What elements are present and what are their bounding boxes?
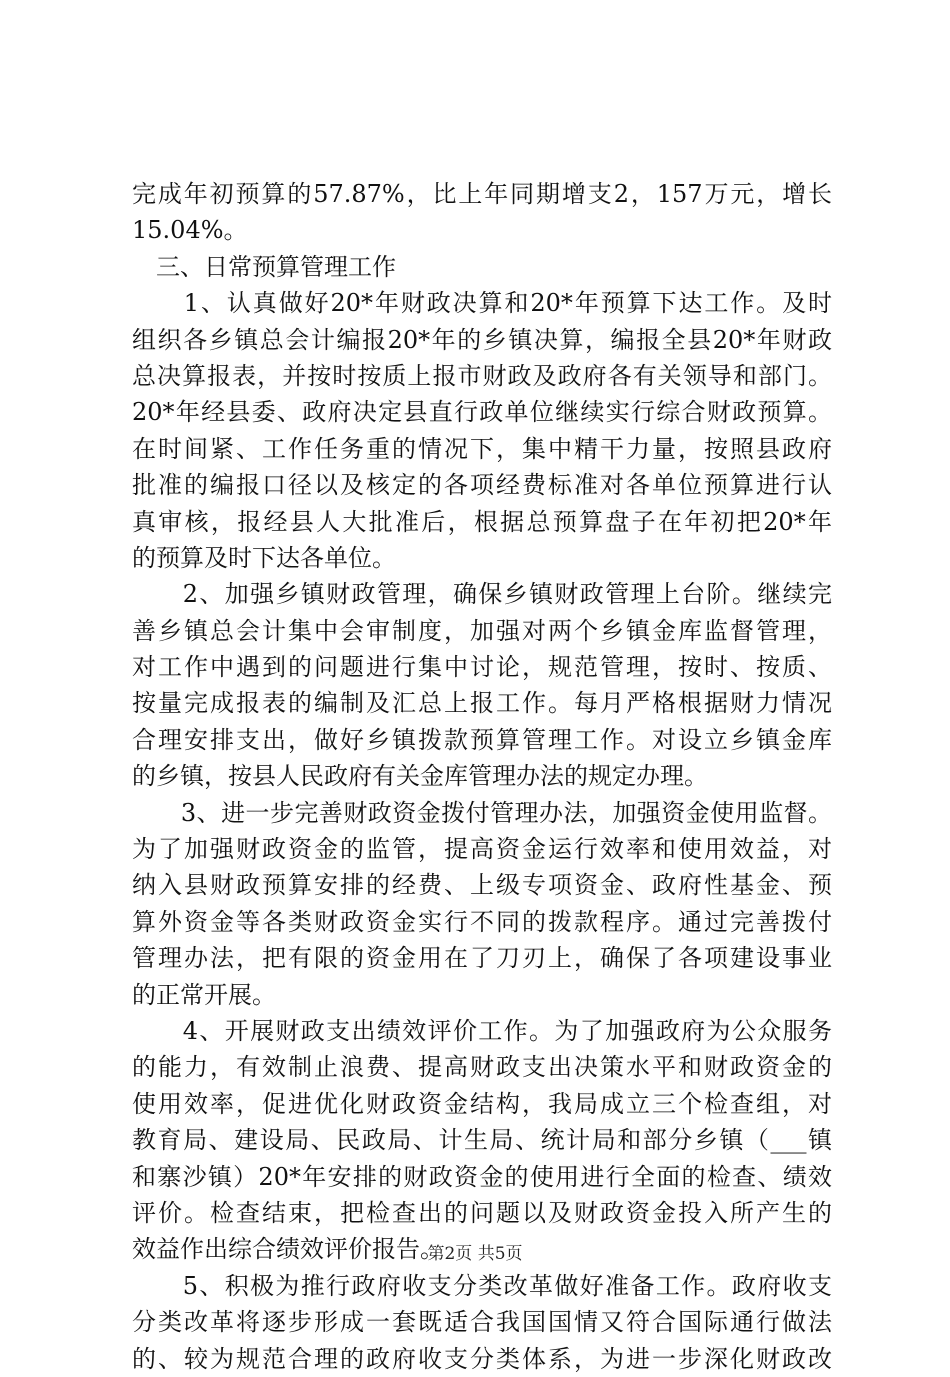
text-line: 合理安排支出，做好乡镇拨款预算管理工作。对设立乡镇金库	[132, 725, 832, 754]
text-line: 和寨沙镇）20*年安排的财政资金的使用进行全面的检查、绩效	[132, 1162, 832, 1191]
text-line: 在时间紧、工作任务重的情况下，集中精干力量，按照县政府	[132, 434, 832, 463]
text-line: 效益作出综合绩效评价报告。	[132, 1235, 444, 1264]
text-line: 管理办法，把有限的资金用在了刀刃上，确保了各项建设事业	[132, 944, 832, 973]
text-line: 评价。检查结束，把检查出的问题以及财政资金投入所产生的	[132, 1198, 832, 1227]
text-line: 批准的编报口径以及核定的各项经费标准对各单位预算进行认	[132, 471, 832, 500]
text-line: 教育局、建设局、民政局、计生局、统计局和部分乡镇（___镇	[132, 1126, 832, 1155]
text-line: 的乡镇，按县人民政府有关金库管理办法的规定办理。	[132, 762, 708, 791]
text-line: 2、加强乡镇财政管理，确保乡镇财政管理上台阶。继续完	[132, 580, 832, 609]
text-line: 15.04%。	[132, 216, 248, 245]
text-line: 分类改革将逐步形成一套既适合我国国情又符合国际通行做法	[132, 1308, 832, 1337]
text-line: 的正常开展。	[132, 980, 276, 1009]
text-line: 的预算及时下达各单位。	[132, 543, 396, 572]
text-line: 算外资金等各类财政资金实行不同的拨款程序。通过完善拨付	[132, 907, 832, 936]
text-line: 纳入县财政预算安排的经费、上级专项资金、政府性基金、预	[132, 871, 832, 900]
text-line: 对工作中遇到的问题进行集中讨论，规范管理，按时、按质、	[132, 653, 832, 682]
text-line: 的能力，有效制止浪费、提高财政支出决策水平和财政资金的	[132, 1053, 832, 1082]
text-line: 善乡镇总会计集中会审制度，加强对两个乡镇金库监督管理，	[132, 616, 832, 645]
text-line: 完成年初预算的57.87%，比上年同期增支2，157万元，增长	[132, 180, 832, 208]
text-line: 为了加强财政资金的监管，提高资金运行效率和使用效益，对	[132, 835, 832, 864]
text-line: 5、积极为推行政府收支分类改革做好准备工作。政府收支	[132, 1271, 832, 1300]
page-number: 第2页 共5页	[427, 1244, 523, 1264]
text-line: 4、开展财政支出绩效评价工作。为了加强政府为公众服务	[132, 1016, 832, 1045]
text-line: 按量完成报表的编制及汇总上报工作。每月严格根据财力情况	[132, 689, 832, 718]
text-line: 的、较为规范合理的政府收支分类体系，为进一步深化财政改	[132, 1344, 832, 1373]
text-line: 真审核，报经县人大批准后，根据总预算盘子在年初把20*年	[132, 507, 832, 536]
text-line: 3、进一步完善财政资金拨付管理办法，加强资金使用监督。	[132, 798, 832, 827]
section-heading: 三、日常预算管理工作	[132, 252, 396, 281]
body-text	[132, 176, 832, 1377]
text-line: 组织各乡镇总会计编报20*年的乡镇决算，编报全县20*年财政	[132, 325, 832, 354]
text-line: 20*年经县委、政府决定县直行政单位继续实行综合财政预算。	[132, 398, 832, 427]
text-line: 总决算报表，并按时按质上报市财政及政府各有关领导和部门。	[132, 361, 832, 390]
text-line: 1、认真做好20*年财政决算和20*年预算下达工作。及时	[132, 289, 832, 318]
text-line: 使用效率，促进优化财政资金结构，我局成立三个检查组，对	[132, 1089, 832, 1118]
